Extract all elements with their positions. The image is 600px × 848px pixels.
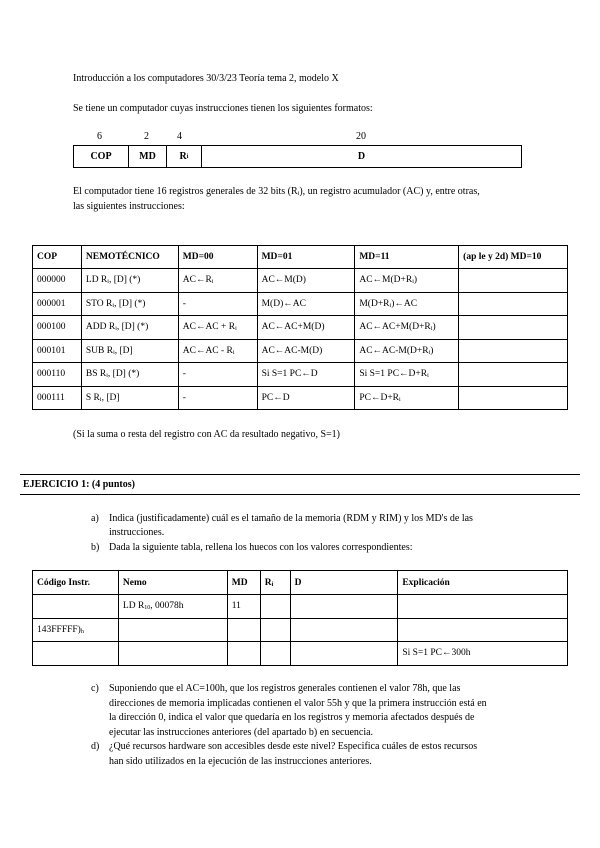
instr-cell: [459, 292, 568, 316]
format-field-md: MD: [128, 146, 166, 167]
bits-cop: 6: [97, 131, 102, 142]
instr-cell: S $R_i$, [D]: [81, 386, 178, 410]
exercise-cell: [118, 642, 227, 666]
instr-cell: $AC\leftarrow M(D+R_i)$: [355, 269, 459, 293]
instr-cell: AC←M(D): [257, 269, 355, 293]
instr-cell: $M(D+R_i)\leftarrow AC$: [355, 292, 459, 316]
instr-cell: 000001: [33, 292, 82, 316]
table-row: [33, 339, 568, 363]
exercise-cell: 11: [227, 595, 260, 619]
instr-cell: [459, 386, 568, 410]
exercise-header-4: D: [290, 571, 398, 595]
bits-d: 20: [356, 131, 366, 142]
instr-cell: $AC\leftarrow AC+M(D+R_i)$: [355, 316, 459, 340]
instr-cell: [459, 269, 568, 293]
item-c-label: c): [91, 683, 99, 694]
instr-cell: AC←AC - $R_i$: [178, 339, 257, 363]
description-line-2: las siguientes instrucciones:: [73, 201, 185, 212]
exercise-table: [32, 570, 568, 666]
instr-header-4: MD=11: [355, 246, 459, 269]
instr-cell: [459, 339, 568, 363]
instr-cell: PC←D: [257, 386, 355, 410]
instr-cell: Si S=1 $PC\leftarrow D+R_i$: [355, 363, 459, 387]
exercise-cell: LD $R_{10}$, 00078h: [118, 595, 227, 619]
exercise-cell: [290, 642, 398, 666]
item-a-label: a): [91, 513, 99, 524]
note-text: (Si la suma o resta del registro con AC da resultado negativo, S=1): [73, 429, 340, 440]
item-a-line-1: Indica (justificadamente) cuál es el tamaño de la memoria (RDM y RIM) y los MD's de las: [109, 513, 473, 524]
table-row: [33, 316, 568, 340]
exercise-cell: [260, 618, 290, 642]
bits-md: 2: [144, 131, 149, 142]
item-c-line-4: ejecutar las instrucciones anteriores (del apartado b) en secuencia.: [109, 726, 374, 738]
exercise-cell: [260, 642, 290, 666]
instr-cell: [459, 363, 568, 387]
instr-cell: Si S=1 PC←D: [257, 363, 355, 387]
exercise-header-1: Nemo: [118, 571, 227, 595]
item-d-line-2: han sido utilizados en la ejecución de las instrucciones anteriores.: [109, 755, 372, 767]
intro-text: Se tiene un computador cuyas instrucciones tienen los siguientes formatos:: [73, 103, 373, 114]
table-row: [33, 292, 568, 316]
format-field-cop: COP: [90, 151, 112, 162]
item-c-line-2: direcciones de memoria implicadas contienen el valor 55h y que la primera instrucción está en: [109, 697, 487, 709]
instr-cell: STO $R_i$, [D] (*): [81, 292, 178, 316]
instr-cell: ADD $R_i$, [D] (*): [81, 316, 178, 340]
exercise-cell: [227, 618, 260, 642]
instr-header-0: COP: [33, 246, 82, 269]
exercise-header-0: Código Instr.: [33, 571, 119, 595]
exercise-cell: $143FFFFF)_h$: [33, 618, 119, 642]
item-d-line-1: ¿Qué recursos hardware son accesibles desde este nivel? Especifica cuáles de estos recursos: [109, 741, 478, 752]
item-b-label: b): [91, 542, 100, 553]
instr-cell: -: [178, 363, 257, 387]
bits-r: 4: [177, 131, 182, 142]
table-row: [33, 618, 568, 642]
instr-cell: M(D)←AC: [257, 292, 355, 316]
exercise-cell: [33, 642, 119, 666]
instr-header-2: MD=00: [178, 246, 257, 269]
instr-cell: [459, 316, 568, 340]
item-c-line-3: la dirección 0, indica el valor que quedaría en los registros y memoria afectados después de: [109, 712, 475, 723]
exercise-cell: [290, 618, 398, 642]
table-row: [33, 642, 568, 666]
instr-cell: $AC\leftarrow R_i$: [178, 269, 257, 293]
table-row: [33, 386, 568, 410]
instr-cell: LD $R_i$, [D] (*): [81, 269, 178, 293]
description-line-1: El computador tiene 16 registros generales de 32 bits $(R_i)$, un registro acumulador (AC) y, entre otras,: [73, 186, 480, 197]
exercise-cell: Si S=1 PC←300h: [398, 642, 568, 666]
exercise-header-3: $R_i$: [260, 571, 290, 595]
table-row: [33, 363, 568, 387]
exercise-header-2: MD: [227, 571, 260, 595]
instr-cell: 000110: [33, 363, 82, 387]
item-d-label: d): [91, 741, 100, 752]
instr-cell: 000000: [33, 269, 82, 293]
exercise-cell: [227, 642, 260, 666]
item-c-line-1: Suponiendo que el AC=100h, que los registros generales contienen el valor 78h, que las: [109, 683, 461, 694]
format-field-r: R i: [166, 146, 201, 167]
instr-header-1: NEMOTÉCNICO: [81, 246, 178, 269]
instr-cell: 000111: [33, 386, 82, 410]
instr-cell: BS $R_i$, [D] (*): [81, 363, 178, 387]
item-a-line-2: instrucciones.: [109, 527, 165, 538]
exercise-cell: [398, 595, 568, 619]
instr-cell: $AC\leftarrow AC-M(D+R_i)$: [355, 339, 459, 363]
instr-cell: -: [178, 292, 257, 316]
exercise-header-5: Explicación: [398, 571, 568, 595]
instr-header-5: (ap le y 2d) MD=10: [459, 246, 568, 269]
exercise-cell: [33, 595, 119, 619]
format-field-d: D: [201, 146, 521, 167]
exercise-title: EJERCICIO 1: (4 puntos): [20, 474, 580, 495]
instr-cell: 000101: [33, 339, 82, 363]
instr-cell: $PC\leftarrow D+R_i$: [355, 386, 459, 410]
instr-cell: AC←AC+M(D): [257, 316, 355, 340]
table-row: [33, 595, 568, 619]
instr-cell: -: [178, 386, 257, 410]
instr-cell: 000100: [33, 316, 82, 340]
exercise-cell: [290, 595, 398, 619]
exercise-cell: [118, 618, 227, 642]
exercise-cell: [260, 595, 290, 619]
instruction-table: [32, 245, 568, 410]
instruction-format: [73, 145, 522, 168]
instr-cell: AC←AC-M(D): [257, 339, 355, 363]
instr-header-3: MD=01: [257, 246, 355, 269]
exercise-cell: [398, 618, 568, 642]
item-b-line-1: Dada la siguiente tabla, rellena los huecos con los valores correspondientes:: [109, 542, 413, 553]
instr-cell: AC←AC + $R_i$: [178, 316, 257, 340]
table-row: [33, 269, 568, 293]
document-header: Introducción a los computadores 30/3/23 Teoría tema 2, modelo X: [73, 73, 339, 84]
instr-cell: SUB $R_i$, [D]: [81, 339, 178, 363]
